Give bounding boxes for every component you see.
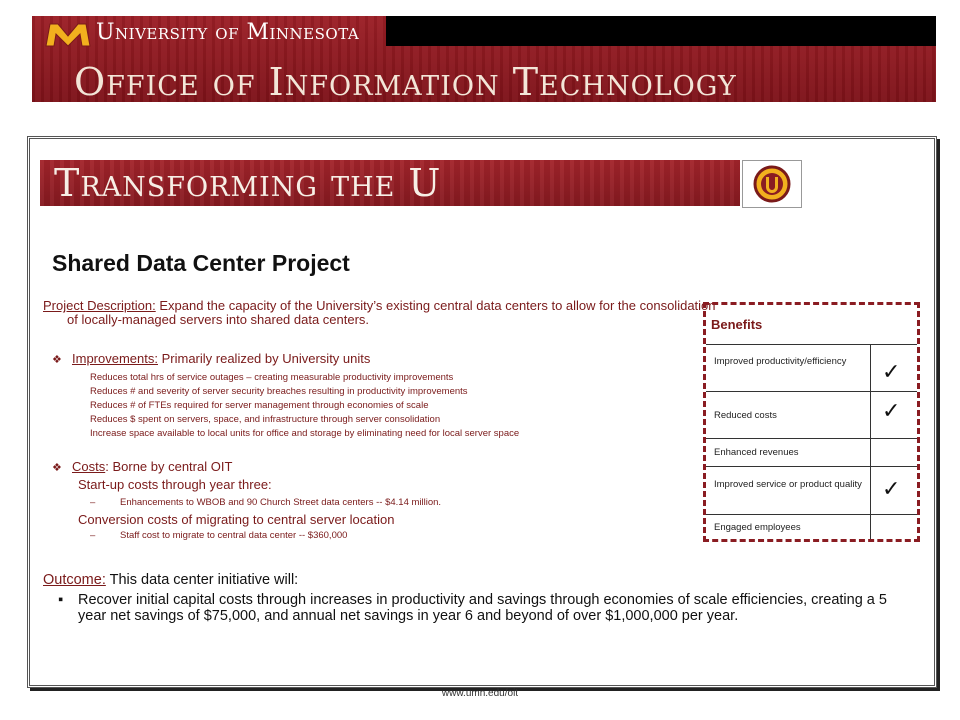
project-description-text: Expand the capacity of the University’s existing central data centers to allow for the consolidation of locally-managed servers into shared data centers. [67,298,716,327]
improvements-heading [52,351,370,366]
check-icon: ✓ [882,398,901,423]
conversion-cost-text: Staff cost to migrate to central data center -- $360,000 [120,530,348,541]
diamond-bullet-icon: ❖ [52,354,62,366]
improvement-item: Reduces # and severity of server security breaches resulting in productivity improvements [90,386,468,397]
improvements-label: Improvements: [72,351,158,366]
check-icon: ✓ [882,359,901,384]
dash-bullet: – [90,530,96,541]
conversion-cost-item [90,530,347,541]
startup-costs: Start-up costs through year three: [78,477,272,492]
university-name: University of Minnesota [96,20,360,45]
table-divider [706,466,917,467]
conversion-costs: Conversion costs of migrating to central server location [78,512,395,527]
footer-url[interactable]: www.umn.edu/oit [441,688,519,699]
benefit-label-quality: Improved service or product quality [714,479,862,490]
oit-header-banner [32,16,936,102]
improvement-item: Reduces $ spent on servers, space, and infrastructure through server consolidation [90,414,441,425]
outcome-label: Outcome: [43,572,106,588]
transforming-seal-icon [742,160,802,208]
outcome-text: This data center initiative will: [105,572,299,588]
benefits-title: Benefits [711,317,763,332]
improvement-item: Reduces total hrs of service outages – creating measurable productivity improvements [90,372,454,383]
header-dark-strip [386,16,936,46]
costs-heading [52,459,232,474]
project-description-label: Project Description: [43,298,156,313]
outcome-heading [43,572,298,588]
square-bullet-icon: ▪ [58,592,64,608]
table-column-divider [870,344,871,539]
page-title: Shared Data Center Project [52,250,350,276]
table-divider [706,344,917,345]
benefit-label-employees: Engaged employees [714,522,801,533]
outcome-bullet [58,592,898,624]
project-description [43,299,717,327]
transforming-title: Transforming the U [54,161,442,205]
improvement-item: Reduces # of FTEs required for server management through economies of scale [90,400,429,411]
improvements-text: Primarily realized by University units [157,351,371,366]
table-divider [706,438,917,439]
improvement-item: Increase space available to local units for office and storage by eliminating need for local server space [90,428,520,439]
startup-cost-item [90,497,441,508]
startup-cost-text: Enhancements to WBOB and 90 Church Street data centers -- $4.14 million. [120,497,442,508]
check-icon: ✓ [882,476,901,501]
benefit-label-revenues: Enhanced revenues [714,447,799,458]
costs-text: : Borne by central OIT [105,459,233,474]
table-divider [706,391,917,392]
benefit-label-productivity: Improved productivity/efficiency [714,356,847,367]
outcome-bullet-text: Recover initial capital costs through increases in productivity and savings through economies of scale efficiencies, creating a 5 year net savings of $75,000, and annual net savings in year 6 and beyond of over $1,000,000 per year. [78,592,887,624]
costs-label: Costs [72,459,106,474]
benefit-label-reduced-costs: Reduced costs [714,410,777,421]
university-m-logo [44,22,92,48]
office-name: Office of Information Technology [74,60,737,102]
dash-bullet: – [90,497,96,508]
transforming-banner [40,160,740,206]
diamond-bullet-icon: ❖ [52,462,62,474]
table-divider [706,514,917,515]
